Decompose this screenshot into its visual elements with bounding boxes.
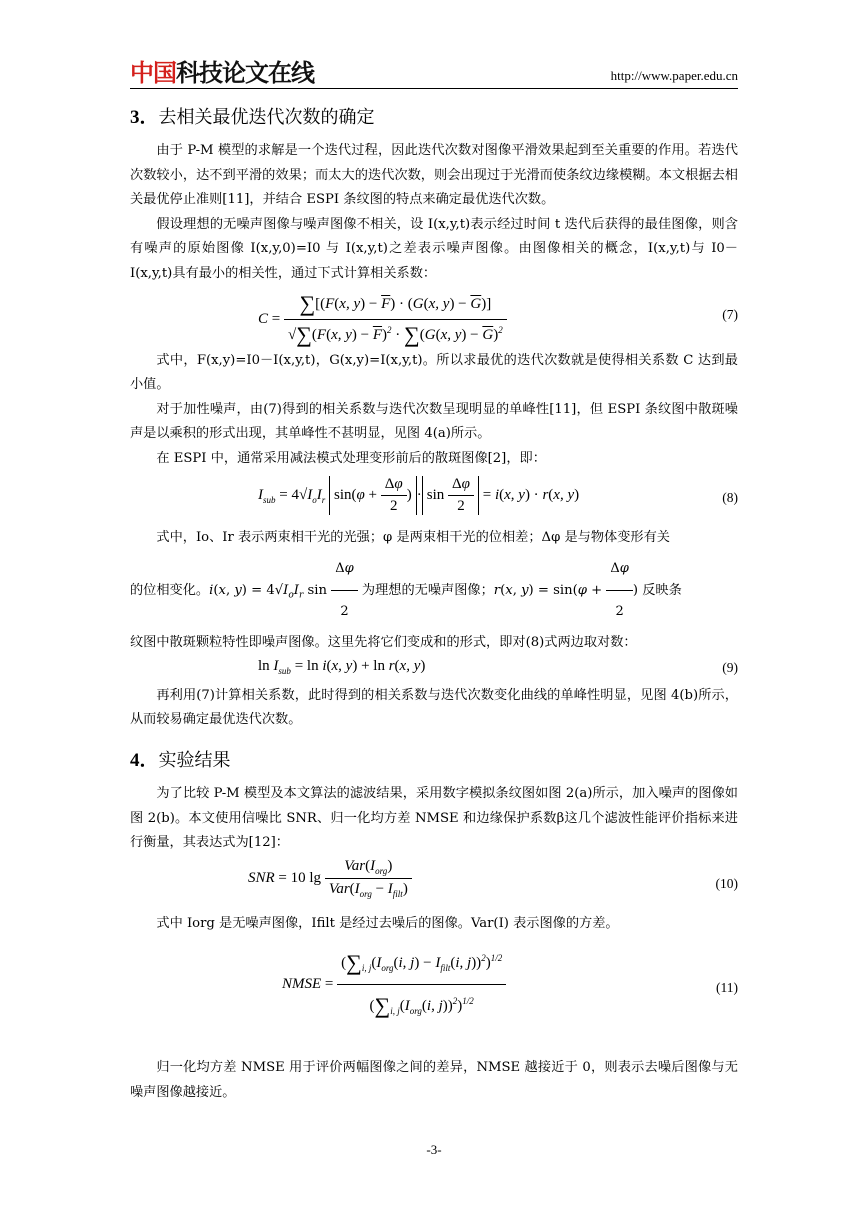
paragraph: 式中，F(x,y)=I0－I(x,y,t)，G(x,y)=I(x,y,t)。所以求最优的迭代次数就是使得相关系数 C 达到最小值。 <box>130 352 738 393</box>
paragraph: 的位相变化。i(x, $y) = 4√I_oI_r$ sin $\frac{\Delta\varphi}{2}$ 为理想的无噪声图像；r(x, y) = sin(φ + $\frac{\Delta\varphi}{2}$ ) 反映条 <box>130 550 738 631</box>
page-content <box>130 100 738 1105</box>
paragraph: 纹图中散斑颗粒特性即噪声图像。这里先将它们变成和的形式，即对(8)式两边取对数： <box>130 635 637 651</box>
page-number: -3- <box>426 1142 442 1157</box>
section-4-heading: 4．实验结果 <box>130 749 231 771</box>
paragraph: 为了比较 P-M 模型及本文算法的滤波结果，采用数字模拟条纹图如图 2(a)所示，加入噪声的图像如图 2(b)。本文使用信噪比 SNR、归一化均方差 NMSE 和边缘保护系数β这几个滤波性能评价指标来进行衡量，其表达式为[12]： <box>130 785 738 851</box>
paragraph: 式中 Iorg 是无噪声图像，Ifilt 是经过去噪后的图像。Var(I) 表示图像的方差。 <box>156 915 619 931</box>
equation-number: (8) <box>722 489 738 505</box>
section-3-heading: 3．去相关最优迭代次数的确定 <box>130 107 375 128</box>
equation-number: (9) <box>722 659 738 675</box>
page-header <box>130 58 738 88</box>
paragraph: 再利用(7)计算相关系数，此时得到的相关系数与迭代次数变化曲线的单峰性明显，见图 4(b)所示，从而较易确定最优迭代次数。 <box>130 687 738 728</box>
header-url[interactable]: http://www.paper.edu.cn <box>610 68 738 83</box>
equation-9: $\ln I_{sub} = \ln i(x$, y) + ln r(x, y) (9) <box>258 657 738 676</box>
equation-number: (7) <box>722 306 738 322</box>
paragraph: 在 ESPI 中，通常采用减法模式处理变形前后的散斑图像[2]，即： <box>156 450 546 466</box>
paragraph: 式中，Io、Ir 表示两束相干光的光强；φ 是两束相干光的位相差；Δφ 是与物体变形有关 <box>156 529 670 545</box>
equation-number: (11) <box>716 980 738 996</box>
paragraph: 由于 P-M 模型的求解是一个迭代过程，因此迭代次数对图像平滑效果起到至关重要的作用。若迭代次数较小，达不到平滑的效果；而太大的迭代次数，则会出现过于光滑而使条纹边缘模糊。本文根据去相关最优停止准则[11]，并结合 ESPI 条纹图的特点来确定最优迭代次数。 <box>130 143 738 208</box>
logo-red-text: 中国 <box>130 59 176 87</box>
paragraph: 假设理想的无噪声图像与噪声图像不相关，设 I(x,y,t)表示经过时间 t 迭代后获得的最佳图像，则含有噪声的原始图像 I(x,y,0)=I0 与 I(x,y,t)之差表示噪声图像。由图像相关的概念，I(x,y,t)与 I0－I(x,y,t)具有最小的相关性，通过下式计算相关系数： <box>130 216 738 281</box>
equation-7: C = $\frac{\sum[(F(x, y) - \overline{F}) \cdot (G(x, y) - \overline{G})]}{√\sum(F(x, y) - \overline{F})^2 \cdot \sum(G(x, y) - \overline{G})^2}$ (7) <box>258 290 738 347</box>
paragraph: 归一化均方差 NMSE 用于评价两幅图像之间的差异，NMSE 越接近于 0，则表示去噪后图像与无噪声图像越接近。 <box>130 1060 738 1100</box>
journal-logo <box>130 58 314 88</box>
logo-black-text: 科技论文在线 <box>176 59 314 87</box>
equation-8: $I_{sub} = 4√I_oI_r$ sin(φ + $\frac{\Delta\varphi}{2}$ ) · sin $\frac{\Delta\varphi}{2}$ = i(x, y) · r(x, y) (8) <box>258 475 738 514</box>
paragraph: 对于加性噪声，由(7)得到的相关系数与迭代次数呈现明显的单峰性[11]，但 ESPI 条纹图中散斑噪声是以乘积的形式出现，其单峰性不甚明显，见图 4(a)所示。 <box>130 401 738 442</box>
header-rule <box>130 88 738 89</box>
equation-10: SNR = 10 lg $\frac{Var(I_{org})}{Var(I_{org} - I_{filt})}$ (10) <box>248 857 738 899</box>
equation-11: NMSE = $\frac{(\sum_{i, j}(I_{org}(i, j) - I_{filt}(i, j))^2)^{1/2}}{(\sum_{i, j}(I_{org}(i, j))^2)^{1/2}}$ (11) <box>282 950 738 1019</box>
equation-number: (10) <box>715 875 738 891</box>
